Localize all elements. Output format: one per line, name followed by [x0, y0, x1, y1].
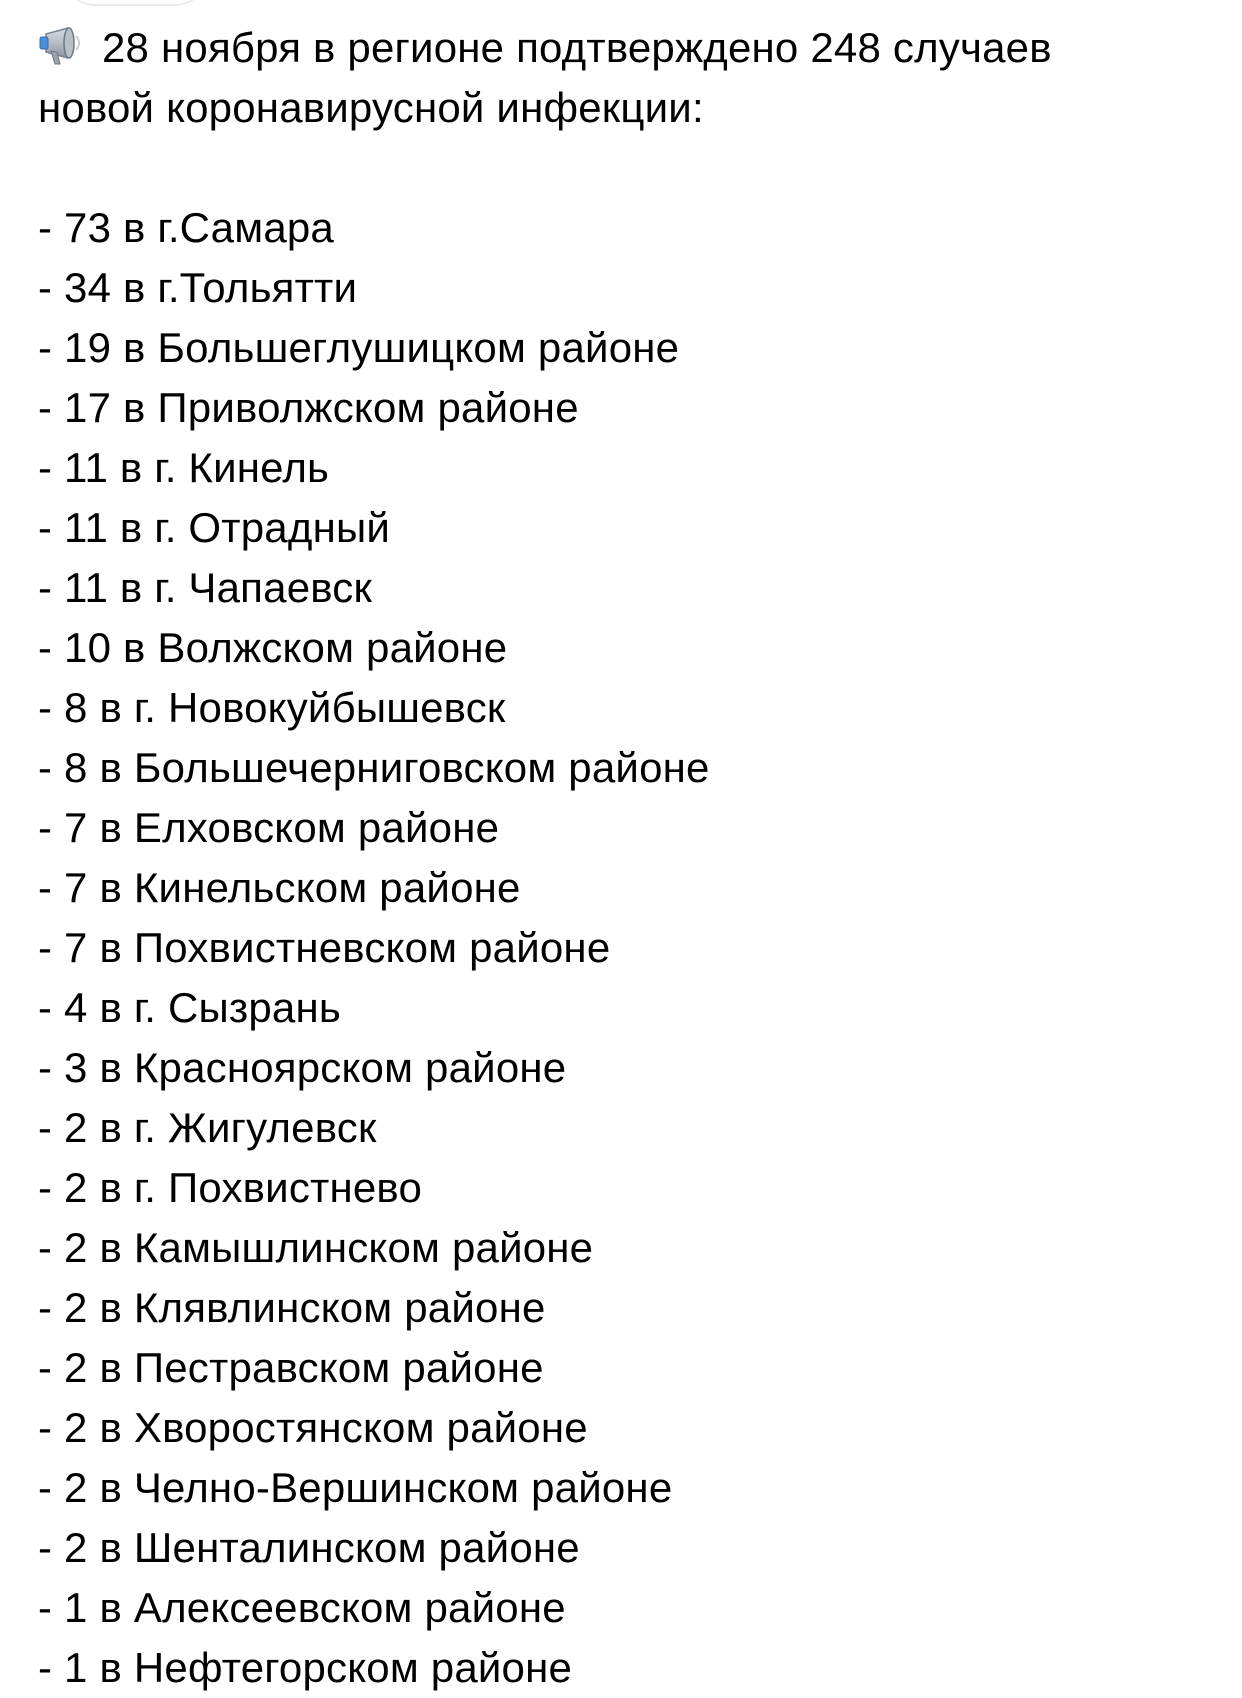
list-item: - 7 в Похвистневском районе: [38, 924, 611, 971]
list-item: - 19 в Большеглушицком районе: [38, 324, 680, 371]
list-item: - 7 в Елховском районе: [38, 804, 500, 851]
list-item: - 1 в Нефтегорском районе: [38, 1644, 573, 1691]
list-item: - 7 в Кинельском районе: [38, 864, 521, 911]
list-item: - 2 в Пестравском районе: [38, 1344, 544, 1391]
list-item: - 2 в Челно-Вершинском районе: [38, 1464, 673, 1511]
list-item: - 11 в г. Отрадный: [38, 504, 391, 551]
list-item: - 11 в г. Кинель: [38, 444, 330, 491]
list-item: - 8 в г. Новокуйбышевск: [38, 684, 506, 731]
post-headline: [38, 18, 1218, 138]
cases-list: [38, 198, 1218, 1698]
list-item: - 2 в Камышлинском районе: [38, 1224, 594, 1271]
blank-line: [38, 138, 1218, 198]
list-item: - 2 в г. Жигулевск: [38, 1104, 377, 1151]
headline-line-1: 28 ноября в регионе подтверждено 248 случаев: [102, 24, 1052, 71]
list-item: - 17 в Приволжском районе: [38, 384, 579, 431]
previous-message-bubble-edge: [60, 0, 210, 6]
list-item: - 10 в Волжском районе: [38, 624, 508, 671]
list-item: - 3 в Красноярском районе: [38, 1044, 567, 1091]
list-item: - 2 в Хворостянском районе: [38, 1404, 588, 1451]
list-item: - 2 в Шенталинском районе: [38, 1524, 580, 1571]
megaphone-icon: [38, 24, 92, 70]
list-item: - 8 в Большечерниговском районе: [38, 744, 710, 791]
headline-line-2: новой коронавирусной инфекции:: [38, 84, 704, 131]
list-item: - 4 в г. Сызрань: [38, 984, 341, 1031]
list-item: - 1 в Алексеевском районе: [38, 1584, 566, 1631]
list-item: - 73 в г.Самара: [38, 204, 334, 251]
list-item: - 2 в г. Похвистнево: [38, 1164, 423, 1211]
message-text: [38, 18, 1218, 1698]
list-item: - 2 в Клявлинском районе: [38, 1284, 546, 1331]
list-item: - 34 в г.Тольятти: [38, 264, 358, 311]
list-item: - 11 в г. Чапаевск: [38, 564, 373, 611]
